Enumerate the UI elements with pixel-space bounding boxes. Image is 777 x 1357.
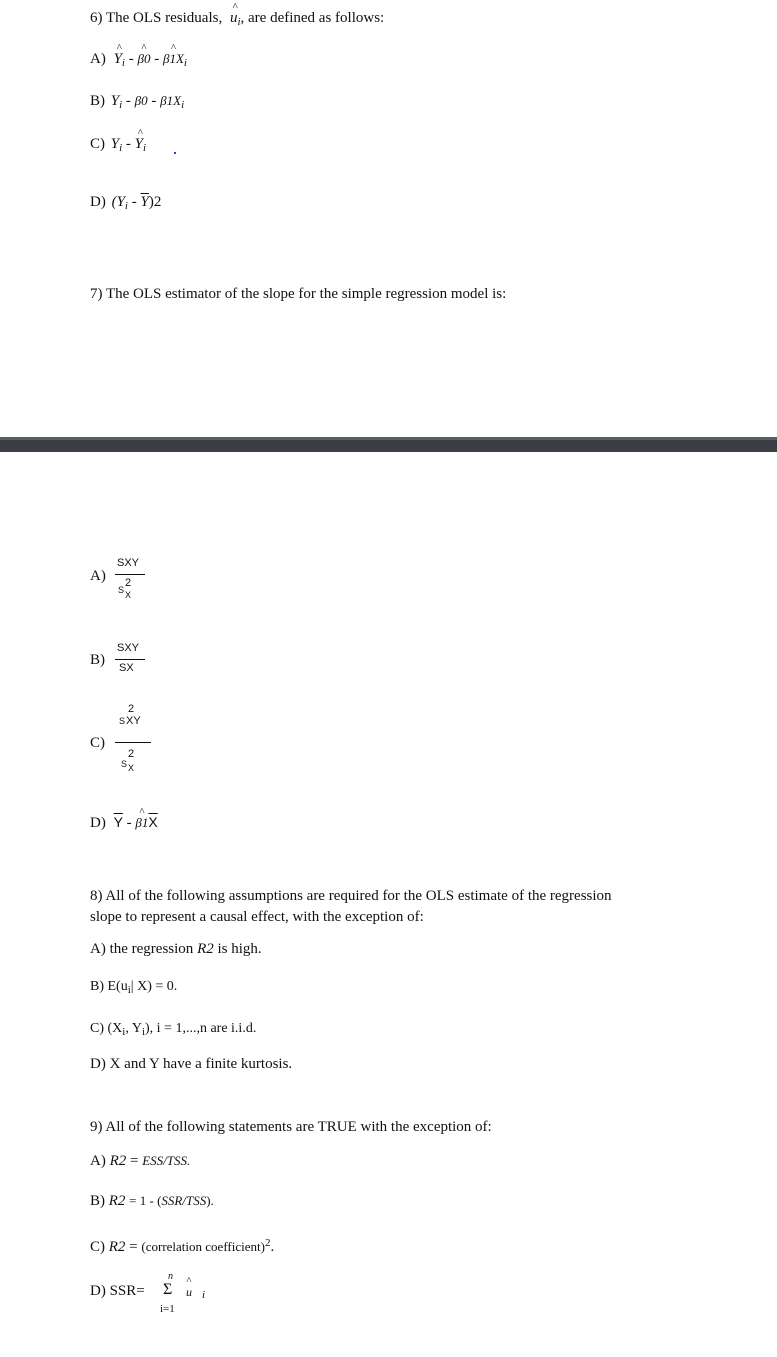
fraction-bar	[115, 742, 151, 743]
q8-stem-line-1: 8) All of the following assumptions are required for the OLS estimate of the regression	[90, 888, 612, 904]
q7-option-a-fraction	[110, 557, 150, 607]
sum-upper-limit: n	[168, 1271, 173, 1282]
q7-c-num-sub: XY	[126, 715, 141, 727]
q6-option-c: C) $Y_i$ - ^ $Y_i$	[90, 135, 146, 157]
q9-option-b: B) R2 = 1 - (SSR/TSS).	[90, 1193, 214, 1209]
fraction-bar	[115, 574, 145, 575]
q7-option-b-label: B)	[90, 652, 105, 668]
q8-option-a: A) the regression R2 is high.	[90, 941, 262, 957]
q6-option-b: B) $Y_i - \beta 0 - \beta 1X_i$	[90, 93, 185, 111]
q8-option-b: B) $E(u_i|$ X) = 0.	[90, 979, 178, 996]
q7-c-num-sup: 2	[128, 703, 135, 715]
residual-u-hat: ^ u	[186, 1283, 192, 1301]
residual-subscript: i	[202, 1289, 206, 1301]
q7-a-den-s: S	[118, 585, 125, 595]
q8-option-d: D) X and Y have a finite kurtosis.	[90, 1056, 293, 1072]
sum-sign: Σ	[163, 1281, 173, 1298]
q6-option-d: D) $(Y_i - \overline{Y})2$	[90, 194, 162, 212]
q7-option-a-label: A)	[90, 568, 106, 584]
q8-stem-line-2: slope to represent a causal effect, with the exception of:	[90, 909, 424, 925]
q8-option-c: C) ($X_i$, $Y_i$), i = 1,...,n are i.i.d.	[90, 1021, 257, 1038]
q6-stem: 6) The OLS residuals, ^ $u_i$, are defined as follows:	[90, 9, 384, 31]
q7-c-den-s: S	[121, 759, 128, 769]
fraction-bar	[115, 659, 145, 660]
q6-option-a: A) ^ $Y_i$ - ^ β0 - ^ $\beta 1X_i$	[90, 50, 187, 72]
q9-option-c: C) R2 = (correlation coefficient)$^2$.	[90, 1237, 275, 1255]
q7-a-numerator: SXY	[117, 557, 140, 569]
q7-option-d: D) $\overline{Y}$ - ^ $\beta 1\overline{X}$	[90, 813, 158, 832]
q7-c-den-sup: 2	[128, 748, 135, 760]
q7-stem: 7) The OLS estimator of the slope for the simple regression model is:	[90, 286, 507, 302]
q9-option-a: A) R2 = ESS/TSS.	[90, 1153, 191, 1169]
q9-stem: 9) All of the following statements are TRUE with the exception of:	[90, 1119, 492, 1135]
q7-a-den-sup: 2	[125, 577, 132, 589]
q7-c-den-sub: X	[128, 763, 135, 773]
q7-b-numerator: SXY	[117, 642, 140, 654]
sum-lower-limit: i=1	[160, 1303, 175, 1315]
q7-b-denominator: SX	[119, 662, 134, 674]
q7-option-c-fraction	[110, 703, 156, 779]
page-divider-highlight	[0, 437, 777, 440]
q9-option-d-label: D) SSR=	[90, 1283, 145, 1299]
q7-option-c-label: C)	[90, 735, 105, 751]
summation-expression	[160, 1268, 220, 1318]
stray-dot	[174, 152, 176, 154]
q7-c-num-s: S	[119, 716, 126, 726]
q7-option-b-fraction	[110, 642, 150, 678]
q7-a-den-sub: X	[125, 590, 132, 600]
